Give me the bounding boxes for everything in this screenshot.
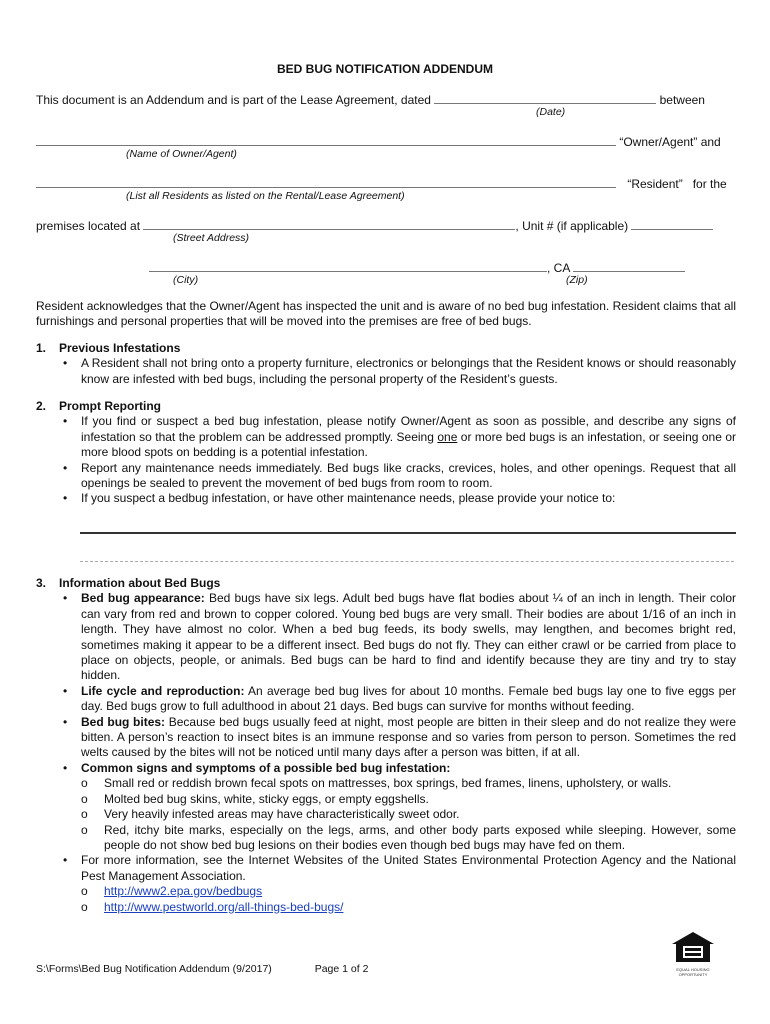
sub-list-item: o Small red or reddish brown fecal spots on mattresses, box springs, bed frames, linens, upholstery, or walls. — [81, 776, 736, 791]
unit-field[interactable] — [631, 218, 713, 230]
premises-line — [36, 218, 736, 233]
notice-field-line-2[interactable] — [80, 561, 734, 562]
between-text: between — [659, 93, 705, 107]
ca-text: , CA — [547, 261, 570, 275]
owner-label: (Name of Owner/Agent) — [126, 148, 237, 160]
sub-list-item: o Molted bed bug skins, white, sticky eggs, or empty eggshells. — [81, 792, 736, 807]
list-item: • Report any maintenance needs immediately. Bed bugs like cracks, crevices, holes, and other openings. Request that all openings be sealed to prevent the movement of bed bugs from room to room. — [36, 461, 736, 492]
owner-line — [36, 134, 736, 149]
sub-list-item — [81, 884, 736, 899]
list-item: • Life cycle and reproduction: An average bed bug lives for about 10 months. Female bed bugs lay one to five eggs per day. Bed bugs grow to full adulthood in about 21 days. Bed bugs can survive for months without feeding. — [36, 684, 736, 715]
residents-field[interactable] — [36, 176, 616, 188]
owner-field[interactable] — [36, 134, 616, 146]
list-item: • Bed bug appearance: Bed bugs have six legs. Adult bed bugs have flat bodies about ¼ of an inch in length. Their color can vary from red and brown to copper colored. Young bed bugs are very small. Their bodies are about 1/16 of an inch in length. They have almost no color. When a bed bug feeds, its body swells, may lengthen, and becomes bright red, sometimes making it appear to be a different insect. Bed bugs do not fly. They can either crawl or be carried from place to place on objects, people, or animals. Bed bugs can be hard to find and identify because they are tiny and try to stay hidden. — [36, 591, 736, 683]
section-heading: 1. Previous Infestations — [36, 341, 181, 355]
city-field[interactable] — [149, 260, 547, 272]
resident-line — [36, 176, 736, 191]
street-label: (Street Address) — [173, 232, 250, 244]
equal-housing-logo-icon: EQUAL HOUSING OPPORTUNITY — [670, 930, 716, 977]
section-prompt-reporting — [36, 399, 736, 507]
zip-field[interactable] — [573, 260, 685, 272]
list-item: • Bed bug bites: Because bed bugs usually feed at night, most people are bitten in their sleep and do not realize they were bitten. A person’s reaction to insect bites is an immune response and so varies from person to person. Sometimes the red welts caused by the bites will not be noticed until many days after a person was bitten, if at all. — [36, 715, 736, 761]
page-number: Page 1 of 2 — [314, 963, 369, 975]
city-line — [149, 260, 685, 275]
date-label: (Date) — [536, 106, 566, 118]
sub-list-item: o Red, itchy bite marks, especially on the legs, arms, and other body parts exposed while sleeping. However, some people do not show bed bug lesions on their bodies even though bed bugs may have fed on them. — [81, 823, 736, 854]
list-item: • If you find or suspect a bed bug infestation, please notify Owner/Agent as soon as possible, and describe any signs of infestation so that the problem can be addressed promptly. Seeing one or more bed bugs is an infestation, or seeing one or more blood spots on bedding is a potential infestation. — [36, 414, 736, 460]
sub-list-item — [81, 900, 736, 915]
document-title: BED BUG NOTIFICATION ADDENDUM — [277, 62, 493, 76]
sub-list-item: o Very heavily infested areas may have characteristically sweet odor. — [81, 807, 736, 822]
list-item: • A Resident shall not bring onto a property furniture, electronics or belongings that the Resident knows or should reasonably know are infested with bed bugs, including the personal property of the Resident’s guests. — [36, 356, 736, 387]
date-field[interactable] — [434, 92, 656, 104]
list-item: • For more information, see the Internet Websites of the United States Environmental Protection Agency and the National Pest Management Association. o http://www2.epa.gov/bedbugs o http://www.pestworld.org/all-things-bed-bugs/ — [36, 853, 736, 915]
premises-text: premises located at — [36, 219, 141, 233]
epa-link[interactable]: http://www2.epa.gov/bedbugs — [104, 884, 263, 899]
lease-date-line — [36, 92, 736, 107]
list-item: • Common signs and symptoms of a possible bed bug infestation: o Small red or reddish brown fecal spots on mattresses, box springs, bed frames, linens, upholstery, or walls. o Molted bed bug skins, white, sticky eggs, or empty eggshells. o Very heavily infested areas may have characteristically sweet odor. o Red, itchy bite marks, especially on the legs, arms, and other body parts exposed while sleeping. However, some people do not show bed bug lesions on their bodies even though bed bugs may have fed on them. — [36, 761, 736, 853]
section-bed-bug-info — [36, 576, 736, 915]
zip-label: (Zip) — [566, 274, 588, 286]
lease-text: This document is an Addendum and is part of the Lease Agreement, dated — [36, 93, 431, 107]
owner-text: “Owner/Agent” and — [619, 135, 721, 149]
section-heading: 2. Prompt Reporting — [36, 399, 161, 413]
footer-path: S:\Forms\Bed Bug Notification Addendum (9/2017) — [36, 963, 272, 975]
pestworld-link[interactable]: http://www.pestworld.org/all-things-bed-bugs/ — [104, 899, 344, 914]
residents-label: (List all Residents as listed on the Rental/Lease Agreement) — [126, 190, 405, 202]
list-item: • If you suspect a bedbug infestation, or have other maintenance needs, please provide your notice to: — [36, 491, 736, 506]
section-previous-infestations — [36, 341, 736, 387]
city-label: (City) — [173, 274, 199, 286]
street-field[interactable] — [143, 218, 515, 230]
section-heading: 3. Information about Bed Bugs — [36, 576, 221, 590]
unit-text: , Unit # (if applicable) — [515, 219, 629, 233]
notice-field-line[interactable] — [80, 532, 736, 534]
intro-paragraph: Resident acknowledges that the Owner/Agent has inspected the unit and is aware of no bed bug infestation. Resident claims that all furnishings and personal properties that will be moved into the premises are free of bed bugs. — [36, 299, 736, 329]
footer — [36, 963, 368, 975]
resident-text: “Resident” for the — [627, 177, 727, 191]
